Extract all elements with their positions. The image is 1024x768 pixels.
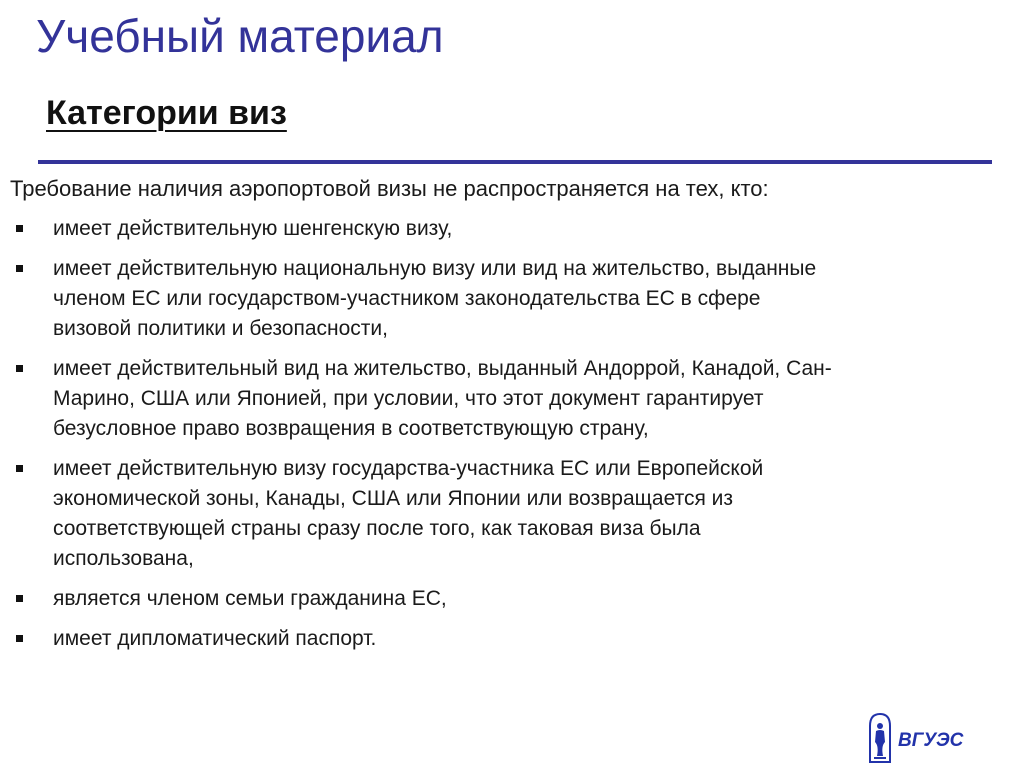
bullet-text-line: имеет действительный вид на жительство, выданный Андоррой, Канадой, Сан- <box>53 357 832 380</box>
bullet-text-line: Марино, США или Японией, при условии, что этот документ гарантирует <box>53 387 764 410</box>
bullet-text-line: экономической зоны, Канады, США или Японии или возвращается из <box>53 487 734 510</box>
bullet-text-line: имеет действительную визу государства-участника ЕС или Европейской <box>53 457 764 480</box>
slide-subtitle: Категории виз <box>46 94 287 132</box>
bullet-list <box>10 214 1014 664</box>
intro-text: Требование наличия аэропортовой визы не распространяется на тех, кто: <box>10 176 769 201</box>
bullet-text-line: является членом семьи гражданина ЕС, <box>53 587 447 610</box>
bullet-item <box>10 454 1014 574</box>
square-bullet-icon <box>16 365 23 372</box>
bullet-item <box>10 624 1014 654</box>
bullet-item <box>10 254 1014 344</box>
square-bullet-icon <box>16 635 23 642</box>
bullet-item <box>10 214 1014 244</box>
bullet-text-line: имеет действительную национальную визу или вид на жительство, выданные <box>53 257 817 280</box>
title-divider <box>38 160 992 164</box>
square-bullet-icon <box>16 465 23 472</box>
square-bullet-icon <box>16 225 23 232</box>
bullet-text-line: соответствующей страны сразу после того, как таковая виза была <box>53 517 701 540</box>
bullet-text-line: имеет дипломатический паспорт. <box>53 627 377 650</box>
square-bullet-icon <box>16 265 23 272</box>
university-emblem-icon <box>870 714 890 762</box>
bullet-text-line: имеет действительную шенгенскую визу, <box>53 217 453 240</box>
bullet-text-line: безусловное право возвращения в соответствующую страну, <box>53 417 649 440</box>
bullet-text-line: визовой политики и безопасности, <box>53 317 388 340</box>
logo-text: ВГУЭС <box>898 730 964 751</box>
bullet-text-line: использована, <box>53 547 194 570</box>
bullet-item <box>10 584 1014 614</box>
slide-title: Учебный материал <box>36 10 444 62</box>
square-bullet-icon <box>16 595 23 602</box>
university-logo <box>864 712 988 764</box>
bullet-item <box>10 354 1014 444</box>
bullet-text-line: членом ЕС или государством-участником законодательства ЕС в сфере <box>53 287 761 310</box>
